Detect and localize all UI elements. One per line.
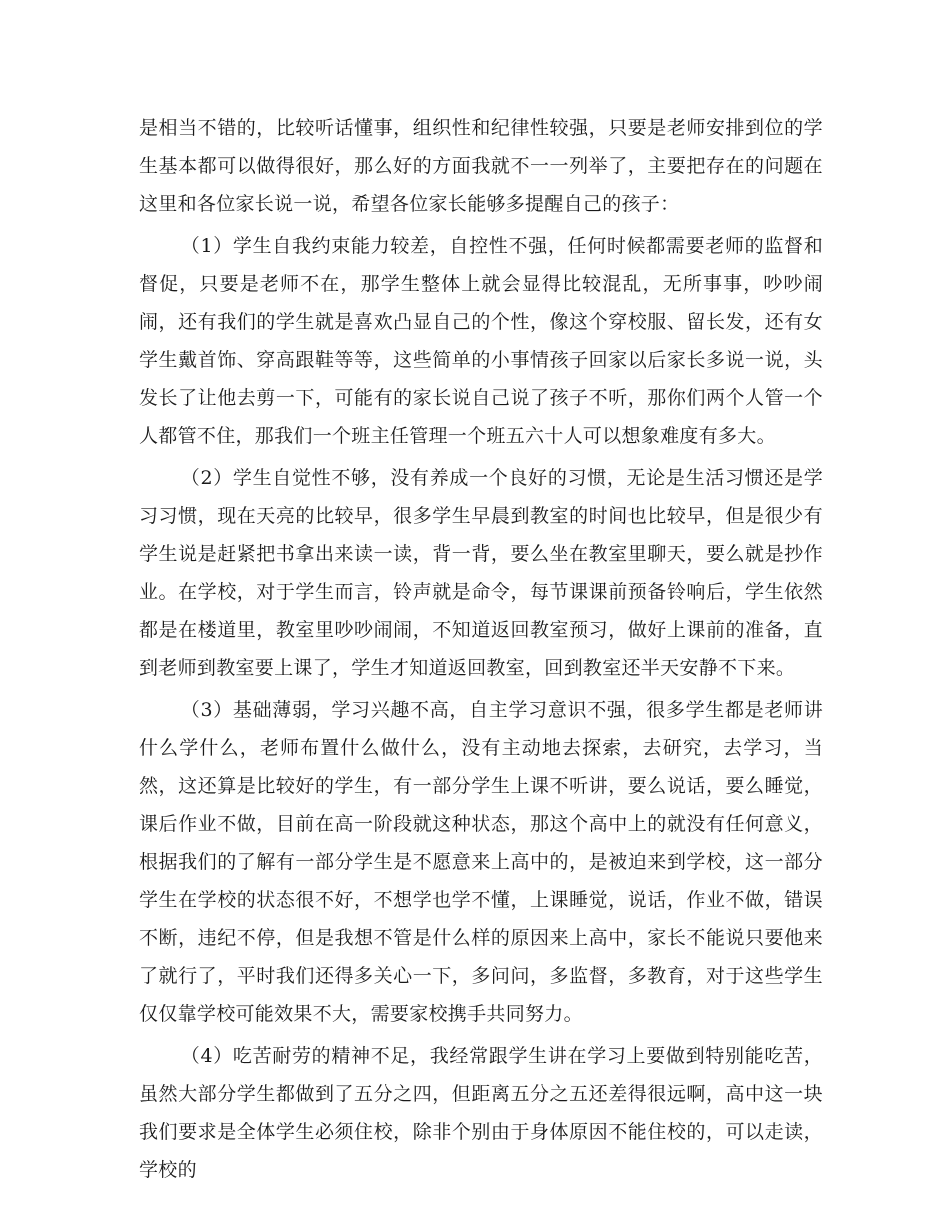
document-body [139,109,823,1193]
paragraph-item-3: （3）基础薄弱，学习兴趣不高，自主学习意识不强，很多学生都是老师讲什么学什么，老师布置什么做什么，没有主动地去探索，去研究，去学习，当然，这还算是比较好的学生，有一部分学生上课不听讲，要么说话，要么睡觉，课后作业不做，目前在高一阶段就这种状态，那这个高中上的就没有任何意义，根据我们的了解有一部分学生是不愿意来上高中的，是被迫来到学校，这一部分学生在学校的状态很不好，不想学也学不懂，上课睡觉，说话，作业不做，错误不断，违纪不停，但是我想不管是什么样的原因来上高中，家长不能说只要他来了就行了，平时我们还得多关心一下，多问问，多监督，多教育，对于这些学生仅仅靠学校可能效果不大，需要家校携手共同努力。 [139,699,823,1025]
paragraph-item-2: （2）学生自觉性不够，没有养成一个良好的习惯，无论是生活习惯还是学习习惯，现在天亮的比较早，很多学生早晨到教室的时间也比较早，但是很少有学生说是赶紧把书拿出来读一读，背一背，要么坐在教室里聊天，要么就是抄作业。在学校，对于学生而言，铃声就是命令，每节课课前预备铃响后，学生依然都是在楼道里，教室里吵吵闹闹，不知道返回教室预习，做好上课前的准备，直到老师到教室要上课了，学生才知道返回教室，回到教室还半天安静不下来。 [139,467,823,679]
paragraph-intro: 是相当不错的，比较听话懂事，组织性和纪律性较强，只要是老师安排到位的学生基本都可以做得很好，那么好的方面我就不一一列举了，主要把存在的问题在这里和各位家长说一说，希望各位家长能够多提醒自己的孩子： [139,117,823,215]
paragraph-item-1: （1）学生自我约束能力较差，自控性不强，任何时候都需要老师的监督和督促，只要是老师不在，那学生整体上就会显得比较混乱，无所事事，吵吵闹闹，还有我们的学生就是喜欢凸显自己的个性，像这个穿校服、留长发，还有女学生戴首饰、穿高跟鞋等等，这些简单的小事情孩子回家以后家长多说一说，头发长了让他去剪一下，可能有的家长说自己说了孩子不听，那你们两个人管一个人都管不住，那我们一个班主任管理一个班五六十人可以想象难度有多大。 [139,235,823,447]
paragraph-item-4: （4）吃苦耐劳的精神不足，我经常跟学生讲在学习上要做到特别能吃苦，虽然大部分学生都做到了五分之四，但距离五分之五还差得很远啊，高中这一块我们要求是全体学生必须住校，除非个别由于身体原因不能住校的，可以走读，学校的 [139,1045,823,1181]
